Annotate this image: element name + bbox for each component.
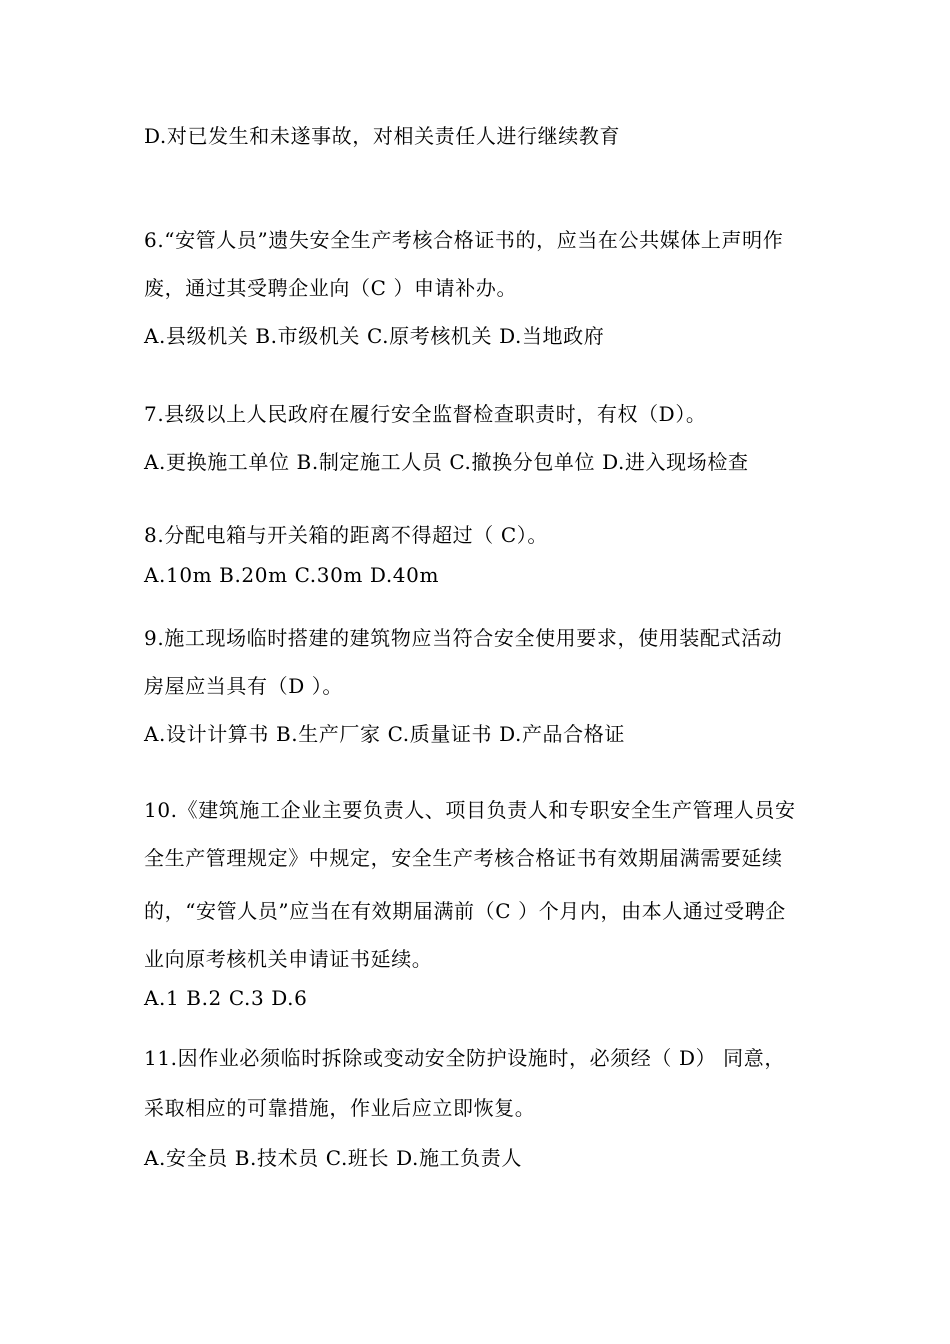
question-8-options: A.10m B.20m C.30m D.40m (144, 563, 440, 587)
question-10-line-1: 10.《建筑施工企业主要负责人、项目负责人和专职安全生产管理人员安 (144, 798, 796, 822)
question-11-options: A.安全员 B.技术员 C.班长 D.施工负责人 (144, 1146, 522, 1170)
question-6-options: A.县级机关 B.市级机关 C.原考核机关 D.当地政府 (144, 324, 605, 348)
question-11-line-2: 采取相应的可靠措施，作业后应立即恢复。 (144, 1096, 536, 1120)
option-line-q5-d: D.对已发生和未遂事故，对相关责任人进行继续教育 (144, 124, 621, 148)
question-10-line-4: 业向原考核机关申请证书延续。 (144, 947, 433, 971)
question-9-line-1: 9.施工现场临时搭建的建筑物应当符合安全使用要求，使用装配式活动 (144, 626, 783, 650)
question-9-options: A.设计计算书 B.生产厂家 C.质量证书 D.产品合格证 (144, 722, 625, 746)
question-7-text: 7.县级以上人民政府在履行安全监督检查职责时，有权（D）。 (144, 402, 707, 426)
question-7-options: A.更换施工单位 B.制定施工人员 C.撤换分包单位 D.进入现场检查 (144, 450, 749, 474)
question-8-text: 8.分配电箱与开关箱的距离不得超过（ C）。 (144, 523, 548, 547)
question-10-line-2: 全生产管理规定》中规定，安全生产考核合格证书有效期届满需要延续 (144, 846, 783, 870)
question-6-line-1: 6.“安管人员”遗失安全生产考核合格证书的，应当在公共媒体上声明作 (144, 228, 784, 252)
question-11-line-1: 11.因作业必须临时拆除或变动安全防护设施时，必须经（ D） 同意， (144, 1046, 785, 1070)
question-10-options: A.1 B.2 C.3 D.6 (144, 986, 308, 1010)
question-6-line-2: 废，通过其受聘企业向（C ）申请补办。 (144, 276, 518, 300)
question-9-line-2: 房屋应当具有（D ）。 (144, 674, 343, 698)
question-10-line-3: 的，“安管人员”应当在有效期届满前（C ）个月内，由本人通过受聘企 (144, 899, 786, 923)
